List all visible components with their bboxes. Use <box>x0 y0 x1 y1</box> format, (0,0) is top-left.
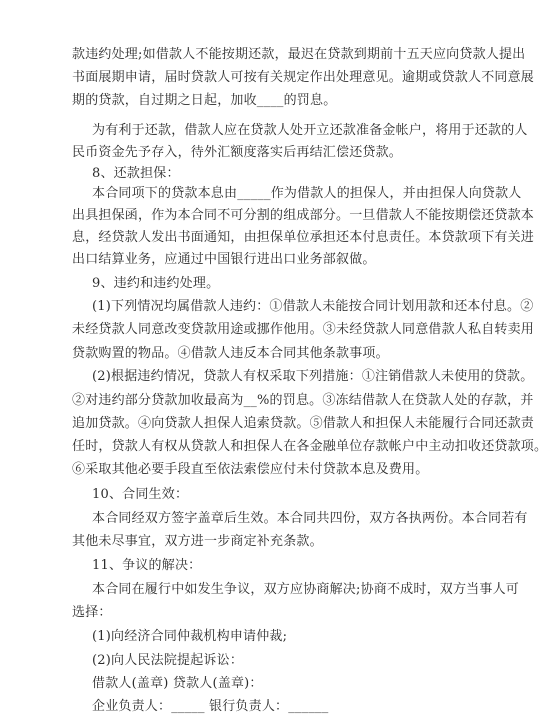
paragraph-line: 息，经贷款人发出书面通知，由担保单位承担还本付息责任。本贷款项下有关进 <box>72 230 535 245</box>
paragraph-line: ②对违约部分贷款加收最高为__%的罚息。③冻结借款人在贷款人处的存款，并 <box>72 393 534 408</box>
paragraph-line: (2)根据违约情况，贷款人有权采取下列措施：①注销借款人未使用的贷款。 <box>92 369 534 384</box>
paragraph-line: 出口结算业务，应通过中国银行进出口业务部叙做。 <box>72 252 376 267</box>
paragraph-line: (1)下列情况均属借款人违约：①借款人未能按合同计划用款和还本付息。② <box>92 299 534 314</box>
paragraph-line: 期的贷款，自过期之日起，加收____的罚息。 <box>72 93 337 108</box>
paragraph-line: 其他未尽事宜，双方进一步商定补充条款。 <box>72 534 323 549</box>
section-heading-9: 9、违约和违约处理。 <box>92 276 220 291</box>
paragraph-line: 为有利于还款，借款人应在贷款人处开立还款准备金帐户，将用于还款的人 <box>92 123 528 138</box>
list-item: (1)向经济合同仲裁机构申请仲裁; <box>92 629 288 644</box>
paragraph-line: 本合同经双方签字盖章后生效。本合同共四份，双方各执两份。本合同若有 <box>92 511 528 526</box>
paragraph-line: 本合同项下的贷款本息由_____作为借款人的担保人，并由担保人向贷款人 <box>92 186 522 201</box>
paragraph-line: 未经贷款人同意改变贷款用途或挪作他用。③未经贷款人同意借款人私自转卖用 <box>72 322 535 337</box>
paragraph-line: 出具担保函，作为本合同不可分割的组成部分。一旦借款人不能按期偿还贷款本 <box>72 208 535 223</box>
paragraph-line: 追加贷款。④向贷款人担保人追索贷款。⑤借款人和担保人未能履行合同还款责 <box>72 416 535 431</box>
signature-line: 企业负责人：_____ 银行负责人：______ <box>92 699 329 714</box>
paragraph-line: 民币资金先予存入，待外汇额度落实后再结汇偿还贷款。 <box>72 145 403 160</box>
paragraph-line: 款违约处理;如借款人不能按期还款，最迟在贷款到期前十五天应向贷款人提出 <box>72 47 526 62</box>
paragraph-line: 贷款购置的物品。④借款人违反本合同其他条款事项。 <box>72 346 389 361</box>
paragraph-line: 选择： <box>72 605 112 620</box>
section-heading-10: 10、合同生效： <box>92 487 189 502</box>
list-item: (2)向人民法院提起诉讼： <box>92 653 244 668</box>
section-heading-11: 11、争议的解决： <box>92 558 202 573</box>
paragraph-line: 任时，贷款人有权从贷款人和担保人在各金融单位存款帐户中主动扣收还贷款项。 <box>72 439 547 454</box>
paragraph-line: 书面展期申请，届时贷款人可按有关规定作出处理意见。逾期或贷款人不同意展 <box>72 70 535 85</box>
signature-line: 借款人(盖章) 贷款人(盖章)： <box>92 676 263 691</box>
paragraph-line: 本合同在履行中如发生争议，双方应协商解决;协商不成时，双方当事人可 <box>92 582 519 597</box>
section-heading-8: 8、还款担保： <box>92 166 180 181</box>
paragraph-line: ⑥采取其他必要手段直至依法索偿应付未付贷款本息及费用。 <box>72 462 429 477</box>
